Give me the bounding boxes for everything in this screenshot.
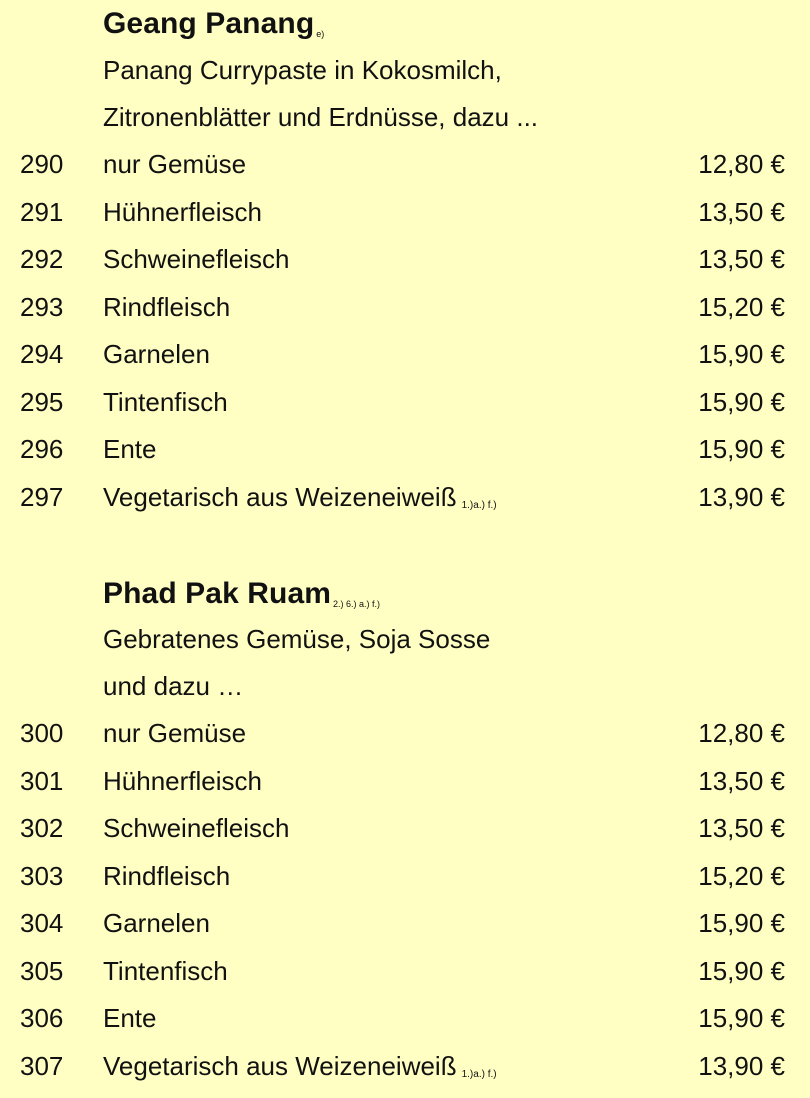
item-price: 12,80 € — [698, 710, 785, 758]
menu-item[interactable] — [0, 426, 810, 474]
menu-item[interactable] — [0, 141, 810, 189]
menu-item[interactable] — [0, 1043, 810, 1091]
menu-item[interactable] — [0, 710, 810, 758]
item-name: Ente — [103, 995, 157, 1043]
description-line: Panang Currypaste in Kokosmilch, — [0, 47, 810, 95]
item-price: 15,90 € — [698, 995, 785, 1043]
item-name: Schweinefleisch — [103, 236, 289, 284]
allergen-note: 1.)a.) f.) — [462, 1069, 497, 1080]
menu-item[interactable] — [0, 900, 810, 948]
item-name: Schweinefleisch — [103, 805, 289, 853]
item-number: 301 — [20, 758, 63, 806]
menu-item[interactable] — [0, 189, 810, 237]
item-name: nur Gemüse — [103, 710, 246, 758]
item-name: Rindfleisch — [103, 284, 230, 332]
item-name: Ente — [103, 426, 157, 474]
description-line: Zitronenblätter und Erdnüsse, dazu ... — [0, 94, 810, 142]
item-number: 296 — [20, 426, 63, 474]
item-price: 15,20 € — [698, 284, 785, 332]
allergen-note: 1.)a.) f.) — [462, 500, 497, 511]
item-price: 13,90 € — [698, 474, 785, 522]
item-price: 13,50 € — [698, 758, 785, 806]
item-name: Vegetarisch aus Weizeneiweiß $_{1.)a.) f.)}$ — [103, 474, 497, 530]
item-number: 303 — [20, 853, 63, 901]
item-name: nur Gemüse — [103, 141, 246, 189]
item-number: 295 — [20, 379, 63, 427]
item-price: 13,50 € — [698, 189, 785, 237]
menu-item[interactable] — [0, 995, 810, 1043]
section-title-row — [0, 0, 810, 48]
menu-item[interactable] — [0, 284, 810, 332]
item-name: Garnelen — [103, 900, 210, 948]
item-price: 13,50 € — [698, 805, 785, 853]
item-price: 15,90 € — [698, 900, 785, 948]
item-number: 291 — [20, 189, 63, 237]
item-number: 292 — [20, 236, 63, 284]
item-number: 305 — [20, 948, 63, 996]
menu-item[interactable] — [0, 331, 810, 379]
item-name: Tintenfisch — [103, 948, 228, 996]
section-title: Phad Pak Ruam $_{2.) 6.) a.) f.)}$ — [103, 570, 380, 629]
item-price: 15,20 € — [698, 853, 785, 901]
description-line: und dazu … — [0, 663, 810, 711]
menu-item[interactable] — [0, 758, 810, 806]
menu-item[interactable] — [0, 379, 810, 427]
item-name: Hühnerfleisch — [103, 758, 262, 806]
item-name: Hühnerfleisch — [103, 189, 262, 237]
allergen-note: 2.) 6.) a.) f.) — [333, 599, 380, 609]
item-number: 297 — [20, 474, 63, 522]
item-price: 15,90 € — [698, 426, 785, 474]
item-number: 294 — [20, 331, 63, 379]
item-name: Tintenfisch — [103, 379, 228, 427]
item-price: 13,50 € — [698, 236, 785, 284]
item-number: 300 — [20, 710, 63, 758]
item-price: 15,90 € — [698, 379, 785, 427]
description-line: Gebratenes Gemüse, Soja Sosse — [0, 616, 810, 664]
menu-item[interactable] — [0, 236, 810, 284]
item-price: 15,90 € — [698, 948, 785, 996]
item-name: Vegetarisch aus Weizeneiweiß $_{1.)a.) f.)}$ — [103, 1043, 497, 1098]
item-price: 13,90 € — [698, 1043, 785, 1091]
menu-item[interactable] — [0, 474, 810, 522]
item-number: 307 — [20, 1043, 63, 1091]
menu-item[interactable] — [0, 805, 810, 853]
menu-item[interactable] — [0, 948, 810, 996]
item-number: 293 — [20, 284, 63, 332]
allergen-note: e) — [316, 29, 324, 39]
item-number: 302 — [20, 805, 63, 853]
item-number: 290 — [20, 141, 63, 189]
section-title: Geang Panang $_{e)}$ — [103, 0, 324, 59]
item-number: 304 — [20, 900, 63, 948]
item-price: 15,90 € — [698, 331, 785, 379]
menu-item[interactable] — [0, 853, 810, 901]
item-price: 12,80 € — [698, 141, 785, 189]
section-title-row — [0, 570, 810, 618]
item-name: Rindfleisch — [103, 853, 230, 901]
item-number: 306 — [20, 995, 63, 1043]
item-name: Garnelen — [103, 331, 210, 379]
